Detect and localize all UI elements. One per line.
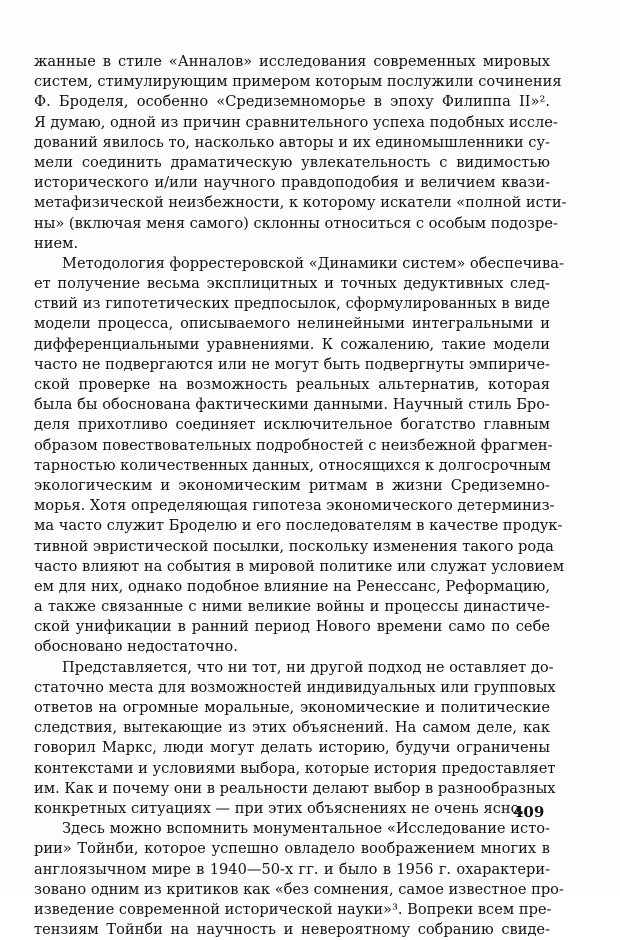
text-line: ем для них, однако подобное влияние на Ренессанс, Реформацию, bbox=[34, 577, 550, 595]
text-line: тивной эвристической посылки, поскольку изменения такого рода bbox=[34, 537, 554, 555]
text-line: конкретных ситуациях — при этих объяснениях не очень ясно. bbox=[34, 799, 525, 817]
text-line: была бы обоснована фактическими данными. Научный стиль Бро- bbox=[34, 396, 550, 414]
text-line: систем, стимулирующим примером которым послужили сочинения bbox=[34, 73, 562, 91]
text-line: контекстами и условиями выбора, которые история предоставляет bbox=[34, 759, 556, 777]
text-line: ской унификации в ранний период Нового времени само по себе bbox=[34, 618, 550, 636]
text-line: статочно места для возможностей индивидуальных или групповых bbox=[34, 678, 556, 696]
text-line: дований явилось то, насколько авторы и их единомышленники су- bbox=[34, 133, 550, 151]
text-line: Ф. Броделя, особенно «Средиземноморье в эпоху Филиппа II»². bbox=[34, 93, 550, 111]
text-line: ет получение весьма эксплицитных и точных дедуктивных след- bbox=[34, 275, 550, 293]
text-line: Методология форрестеровской «Динамики систем» обеспечива- bbox=[62, 254, 564, 272]
text-line: экологическим и экономическим ритмам в жизни Средиземно- bbox=[34, 476, 550, 494]
text-line: нием. bbox=[34, 234, 79, 252]
text-line: Представляется, что ни тот, ни другой подход не оставляет до- bbox=[62, 658, 554, 676]
text-line: ствий из гипотетических предпосылок, сформулированных в виде bbox=[34, 295, 550, 313]
body-text bbox=[34, 52, 567, 940]
text-line: Здесь можно вспомнить монументальное «Исследование исто- bbox=[62, 820, 550, 838]
text-line: обосновано недостаточно. bbox=[34, 638, 238, 656]
text-line: тарностью количественных данных, относящихся к долгосрочным bbox=[34, 456, 551, 474]
paragraph-1 bbox=[34, 52, 567, 254]
text-line: часто не подвергаются или не могут быть подвергнуты эмпириче- bbox=[34, 355, 550, 373]
page-number: 409 bbox=[513, 803, 545, 821]
text-line: метафизической неизбежности, к которому искатели «полной исти- bbox=[34, 194, 567, 212]
text-line: тензиям Тойнби на научность и невероятному собранию свиде- bbox=[34, 921, 550, 939]
text-line: зовано одним из критиков как «без сомнения, самое известное про- bbox=[34, 880, 564, 898]
text-line: жанные в стиле «Анналов» исследования современных мировых bbox=[34, 53, 550, 70]
text-line: рии» Тойнби, которое успешно овладело воображением многих в bbox=[34, 840, 550, 858]
text-line: образом повествовательных подробностей с неизбежной фрагмен- bbox=[34, 436, 553, 454]
text-line: модели процесса, описываемого нелинейными интегральными и bbox=[34, 315, 550, 333]
text-line: им. Как и почему они в реальности делают выбор в разнообразных bbox=[34, 779, 556, 797]
text-line: ской проверке на возможность реальных альтернатив, которая bbox=[34, 376, 550, 393]
text-line: англоязычном мире в 1940—50-х гг. и было в 1956 г. охарактери- bbox=[34, 860, 550, 878]
text-line: изведение современной исторической науки»³. Вопреки всем пре- bbox=[34, 900, 552, 918]
text-line: ны» (включая меня самого) склонны относиться с особым подозре- bbox=[34, 214, 558, 232]
text-line: ответов на огромные моральные, экономические и политические bbox=[34, 699, 550, 716]
text-line: дифференциальными уравнениями. К сожалению, такие модели bbox=[34, 335, 550, 353]
text-line: говорил Маркс, люди могут делать историю, будучи ограничены bbox=[34, 739, 550, 757]
text-line: а также связанные с ними великие войны и процессы династиче- bbox=[34, 598, 550, 616]
text-line: исторического и/или научного правдоподобия и величием квази- bbox=[34, 174, 550, 192]
paragraph-2 bbox=[34, 254, 565, 658]
paragraph-3 bbox=[34, 658, 556, 820]
text-line: деля прихотливо соединяет исключительное богатство главным bbox=[34, 416, 550, 434]
text-line: морья. Хотя определяющая гипотеза экономического детерминиз- bbox=[34, 497, 555, 515]
paragraph-4 bbox=[34, 819, 564, 940]
text-line: Я думаю, одной из причин сравнительного успеха подобных иссле- bbox=[34, 113, 558, 131]
text-line: мели соединить драматическую увлекательность с видимостью bbox=[34, 153, 550, 171]
text-line: ма часто служит Броделю и его последователям в качестве продук- bbox=[34, 517, 563, 535]
text-line: следствия, вытекающие из этих объяснений. На самом деле, как bbox=[34, 719, 550, 737]
text-line: часто влияют на события в мировой политике или служат условием bbox=[34, 557, 565, 575]
